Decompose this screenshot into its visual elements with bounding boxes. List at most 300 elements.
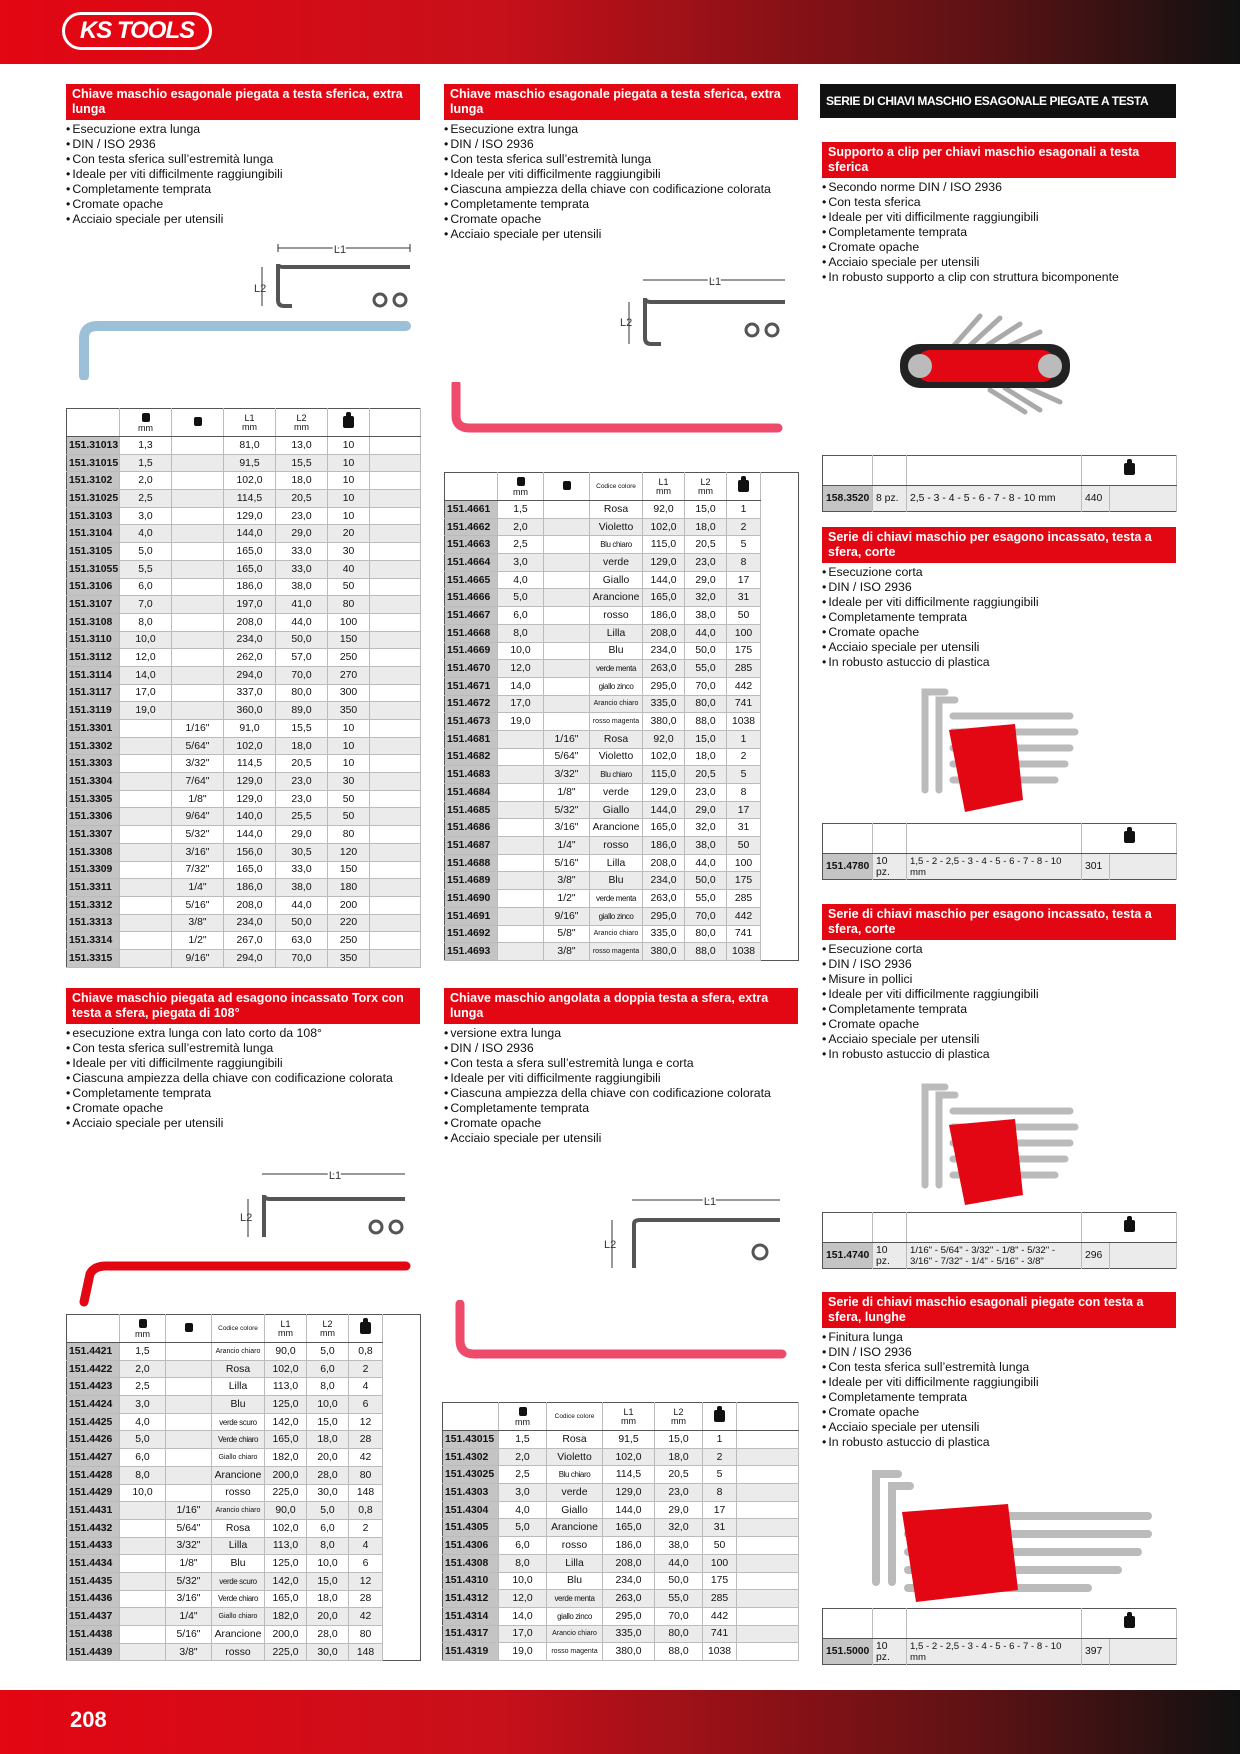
table-row	[67, 914, 421, 932]
article-code: 151.4691	[445, 907, 498, 925]
article-code: 151.43025	[443, 1466, 499, 1484]
cell: 1	[727, 501, 761, 519]
cell	[120, 914, 172, 932]
cell: 102,0	[603, 1448, 655, 1466]
series-item-clip	[822, 142, 1176, 285]
table-row	[445, 890, 799, 908]
cell: verde scuro	[212, 1572, 265, 1590]
product-table	[442, 1402, 799, 1661]
table-row	[67, 1519, 421, 1537]
cell	[498, 872, 544, 890]
spare-cell	[370, 613, 421, 631]
table-row	[67, 1608, 421, 1626]
article-code: 151.31055	[67, 560, 120, 578]
cell: Arancione	[590, 819, 643, 837]
table-row	[445, 784, 799, 802]
cell: Verde chiaro	[212, 1590, 265, 1608]
cell: 8,0	[307, 1378, 349, 1396]
cell: 38,0	[655, 1537, 703, 1555]
weight-icon	[1082, 824, 1177, 854]
cell	[166, 1449, 212, 1467]
cell: 29,0	[276, 826, 328, 844]
cell: 2,5	[120, 1378, 166, 1396]
cell	[120, 808, 172, 826]
cell: 55,0	[685, 660, 727, 678]
cell: 33,0	[276, 543, 328, 561]
spare-col	[370, 409, 421, 437]
article-code: 151.4672	[445, 695, 498, 713]
set-sizes: 1,5 - 2 - 2,5 - 3 - 4 - 5 - 6 - 7 - 8 - 10 mm	[907, 1639, 1082, 1665]
table-row	[445, 660, 799, 678]
cell: 208,0	[603, 1554, 655, 1572]
feature-item: • Completamente temprata	[822, 225, 1176, 240]
short-set-photo	[905, 680, 1085, 820]
cell: 234,0	[603, 1572, 655, 1590]
cell: 81,0	[224, 437, 276, 455]
series-item-long	[822, 1292, 1176, 1450]
cell: 18,0	[685, 518, 727, 536]
cell: 10	[328, 472, 370, 490]
cell	[120, 1608, 166, 1626]
cell: 50	[328, 578, 370, 596]
article-code: 151.3313	[67, 914, 120, 932]
color-code-header: Codice colore	[590, 473, 643, 501]
cell	[544, 554, 590, 572]
table-row	[67, 507, 421, 525]
cell: 10	[328, 454, 370, 472]
table-row	[67, 666, 421, 684]
feature-item: • DIN / ISO 2936	[444, 137, 798, 152]
page-number: 208	[70, 1707, 107, 1732]
cell: 300	[328, 684, 370, 702]
feature-item: • DIN / ISO 2936	[822, 580, 1176, 595]
article-code: 151.4685	[445, 801, 498, 819]
cell: 80,0	[685, 695, 727, 713]
cell: 208,0	[643, 854, 685, 872]
cell: 234,0	[643, 872, 685, 890]
cell: 30,0	[307, 1484, 349, 1502]
table-row	[445, 837, 799, 855]
cell: 234,0	[224, 631, 276, 649]
cell: 7/32"	[172, 861, 224, 879]
inch-set-photo	[905, 1075, 1085, 1210]
product-table	[444, 472, 799, 961]
cell: Arancione	[212, 1466, 265, 1484]
cell: 3/16"	[544, 819, 590, 837]
table-row	[443, 1484, 799, 1502]
set-weight: 440	[1082, 486, 1110, 512]
feature-item: • In robusto astuccio di plastica	[822, 1435, 1176, 1450]
cell: 70,0	[276, 949, 328, 967]
set-table	[822, 823, 1177, 880]
feature-list	[444, 122, 798, 242]
hex-key-photo	[76, 318, 416, 380]
cell: 180	[328, 879, 370, 897]
cell	[172, 525, 224, 543]
cell	[172, 437, 224, 455]
cell: 442	[727, 677, 761, 695]
cell: 5	[703, 1466, 737, 1484]
double-ball-key-photo	[452, 1300, 792, 1370]
cell	[172, 507, 224, 525]
article-code: 151.3108	[67, 613, 120, 631]
article-code: 151.3119	[67, 702, 120, 720]
cell: 2,0	[120, 1360, 166, 1378]
cell: 70,0	[276, 666, 328, 684]
article-code: 151.4688	[445, 854, 498, 872]
cell: 70,0	[655, 1607, 703, 1625]
feature-item: • Con testa sferica sull’estremità lunga	[444, 152, 798, 167]
article-code: 151.4663	[445, 536, 498, 554]
cell: 44,0	[685, 854, 727, 872]
cell	[544, 642, 590, 660]
cell: 33,0	[276, 861, 328, 879]
cell: 70,0	[685, 907, 727, 925]
cell: 165,0	[643, 589, 685, 607]
cell: rosso	[590, 607, 643, 625]
cell: 28,0	[307, 1626, 349, 1644]
cell: 5/64"	[172, 737, 224, 755]
cell: 182,0	[265, 1608, 307, 1626]
feature-item: • Ciascuna ampiezza della chiave con codificazione colorata	[444, 1086, 798, 1101]
cell: 165,0	[643, 819, 685, 837]
cell: 200,0	[265, 1466, 307, 1484]
spare-col	[737, 1403, 799, 1431]
feature-item: • Cromate opache	[822, 1017, 1176, 1032]
set-weight: 397	[1082, 1639, 1110, 1665]
cell: 80	[349, 1466, 383, 1484]
cell: 28	[349, 1590, 383, 1608]
cell: 1/8"	[166, 1555, 212, 1573]
dim-header: L1 mm	[643, 473, 685, 501]
cell: Verde chiaro	[212, 1431, 265, 1449]
table-row	[443, 1572, 799, 1590]
cell: 100	[703, 1554, 737, 1572]
feature-item: • Con testa sferica	[822, 195, 1176, 210]
cell: 2,0	[120, 472, 172, 490]
cell: 3/8"	[166, 1643, 212, 1661]
cell: 741	[703, 1625, 737, 1643]
cell: 4,0	[499, 1501, 547, 1519]
cell: rosso magenta	[547, 1643, 603, 1661]
cell: 5	[727, 766, 761, 784]
table-row	[67, 613, 421, 631]
cell: 115,0	[643, 766, 685, 784]
cell: 186,0	[643, 607, 685, 625]
cell: 20	[328, 525, 370, 543]
cell: 8,0	[120, 1466, 166, 1484]
set-code: 151.5000	[823, 1639, 873, 1665]
cell: 114,5	[603, 1466, 655, 1484]
cell: 6,0	[307, 1360, 349, 1378]
cell	[498, 854, 544, 872]
code-header	[67, 409, 120, 437]
spare-cell	[370, 879, 421, 897]
cell: 8,0	[120, 613, 172, 631]
cell: 80,0	[655, 1625, 703, 1643]
cell	[172, 666, 224, 684]
feature-item: • Ideale per viti difficilmente raggiungibili	[66, 1056, 420, 1071]
cell: 50,0	[685, 642, 727, 660]
cell: 165,0	[224, 861, 276, 879]
cell: 42	[349, 1608, 383, 1626]
table-row	[67, 1396, 421, 1414]
spare-cell	[370, 454, 421, 472]
table-row	[67, 790, 421, 808]
cell: 8,0	[307, 1537, 349, 1555]
l2-label: L2	[240, 1212, 253, 1224]
cell: Giallo	[590, 801, 643, 819]
cell	[166, 1360, 212, 1378]
cell: 23,0	[685, 784, 727, 802]
code-header	[445, 473, 498, 501]
cell: 148	[349, 1484, 383, 1502]
feature-item: • Completamente temprata	[66, 182, 420, 197]
cell	[120, 773, 172, 791]
cell	[172, 490, 224, 508]
table-row	[443, 1554, 799, 1572]
cell: 7,0	[120, 596, 172, 614]
feature-list	[66, 122, 420, 227]
cell: 63,0	[276, 932, 328, 950]
table-row	[443, 1590, 799, 1608]
set-qty: 10 pz.	[873, 1639, 907, 1665]
cell: Blu	[547, 1572, 603, 1590]
cell: 1/8"	[544, 784, 590, 802]
cell: 91,5	[224, 454, 276, 472]
cell: 55,0	[655, 1590, 703, 1608]
cell: 5,0	[120, 1431, 166, 1449]
feature-item: • Ideale per viti difficilmente raggiungibili	[66, 167, 420, 182]
cell	[172, 702, 224, 720]
cell: 2	[727, 748, 761, 766]
spare-cell	[737, 1643, 799, 1661]
table-row	[445, 854, 799, 872]
article-code: 151.4684	[445, 784, 498, 802]
cell: 10,0	[307, 1555, 349, 1573]
feature-list	[822, 942, 1176, 1062]
feature-item: • Cromate opache	[444, 1116, 798, 1131]
spare-cell	[370, 472, 421, 490]
cell: 20,0	[307, 1449, 349, 1467]
cell: 80	[328, 826, 370, 844]
cell	[120, 826, 172, 844]
cell: 2	[349, 1360, 383, 1378]
cell: rosso magenta	[590, 713, 643, 731]
table-row	[445, 943, 799, 961]
unit-mm: mm	[515, 1416, 530, 1427]
cell: 3/8"	[172, 914, 224, 932]
table-row	[67, 1343, 421, 1361]
spare-cell	[370, 790, 421, 808]
article-code: 151.31025	[67, 490, 120, 508]
set-sizes: 1/16" - 5/64" - 3/32" - 1/8" - 5/32" - 3/16" - 7/32" - 1/4" - 5/16" - 3/8"	[907, 1243, 1082, 1269]
cell: 15,0	[685, 730, 727, 748]
cell: 10	[328, 507, 370, 525]
article-code: 151.4425	[67, 1413, 120, 1431]
table-row	[67, 843, 421, 861]
cell: Violetto	[547, 1448, 603, 1466]
cell: Blu	[590, 872, 643, 890]
feature-item: • Esecuzione corta	[822, 565, 1176, 580]
series-header-block	[820, 84, 1176, 142]
section-title: Chiave maschio angolata a doppia testa a sfera, extra lunga	[444, 988, 798, 1024]
cell: 5,0	[120, 543, 172, 561]
cell: 18,0	[307, 1590, 349, 1608]
table-row	[445, 536, 799, 554]
table-row	[67, 896, 421, 914]
feature-item: • Esecuzione extra lunga	[66, 122, 420, 137]
feature-item: • In robusto supporto a clip con struttura bicomponente	[822, 270, 1176, 285]
cell: 12	[349, 1413, 383, 1431]
article-code: 151.3301	[67, 720, 120, 738]
article-code: 151.31013	[67, 437, 120, 455]
cell: 10,0	[498, 642, 544, 660]
cell: verde	[590, 784, 643, 802]
cell: 129,0	[224, 773, 276, 791]
article-code: 151.3105	[67, 543, 120, 561]
cell: 2	[703, 1448, 737, 1466]
cell: 102,0	[643, 518, 685, 536]
spare-cell	[737, 1554, 799, 1572]
cell: 23,0	[685, 554, 727, 572]
cell: 31	[727, 819, 761, 837]
cell: 42	[349, 1449, 383, 1467]
section-torx-key	[66, 988, 420, 1131]
cell: Rosa	[590, 730, 643, 748]
cell: Giallo chiaro	[212, 1449, 265, 1467]
feature-list	[822, 180, 1176, 285]
table-row	[67, 1378, 421, 1396]
feature-item: • DIN / ISO 2936	[822, 957, 1176, 972]
cell: 295,0	[643, 677, 685, 695]
cell: Giallo	[590, 571, 643, 589]
cell: 1/8"	[172, 790, 224, 808]
cell: giallo zinco	[590, 677, 643, 695]
table-row	[445, 518, 799, 536]
dim-header: L2 mm	[276, 409, 328, 437]
cell: 29,0	[276, 525, 328, 543]
code-header	[443, 1403, 499, 1431]
cell: Giallo	[547, 1501, 603, 1519]
cell: Violetto	[590, 748, 643, 766]
cell	[166, 1378, 212, 1396]
article-code: 151.3304	[67, 773, 120, 791]
article-code: 151.4431	[67, 1502, 120, 1520]
cell	[544, 660, 590, 678]
article-code: 151.4423	[67, 1378, 120, 1396]
cell	[120, 843, 172, 861]
feature-item: • In robusto astuccio di plastica	[822, 1047, 1176, 1062]
table-row	[445, 748, 799, 766]
cell: 200	[328, 896, 370, 914]
cell: 50	[727, 607, 761, 625]
cell: 10	[328, 490, 370, 508]
article-code: 151.4424	[67, 1396, 120, 1414]
cell: 102,0	[224, 472, 276, 490]
table-row	[443, 1448, 799, 1466]
cell: 175	[727, 642, 761, 660]
cell	[498, 766, 544, 784]
cell	[166, 1343, 212, 1361]
feature-item: • Ideale per viti difficilmente raggiungibili	[444, 1071, 798, 1086]
cell: Arancione	[547, 1519, 603, 1537]
cell: 1	[703, 1431, 737, 1449]
cell: 6	[349, 1396, 383, 1414]
article-code: 151.3110	[67, 631, 120, 649]
table-row	[445, 695, 799, 713]
table-row	[445, 589, 799, 607]
cell	[120, 1572, 166, 1590]
cell: 335,0	[603, 1625, 655, 1643]
cell: 6,0	[499, 1537, 547, 1555]
cell: 1/4"	[172, 879, 224, 897]
feature-list	[822, 1330, 1176, 1450]
table-row	[67, 525, 421, 543]
feature-item: • Acciaio speciale per utensili	[822, 255, 1176, 270]
cell: verde menta	[590, 660, 643, 678]
feature-item: • versione extra lunga	[444, 1026, 798, 1041]
cell: 1/16"	[544, 730, 590, 748]
cell: 19,0	[498, 713, 544, 731]
cell: 5,0	[498, 589, 544, 607]
table-row	[445, 713, 799, 731]
table-row	[67, 879, 421, 897]
feature-item: • Ideale per viti difficilmente raggiungibili	[822, 210, 1176, 225]
spare-cell	[737, 1572, 799, 1590]
dimension-drawing	[615, 268, 795, 348]
cell: 225,0	[265, 1643, 307, 1661]
cell: Lilla	[547, 1554, 603, 1572]
table-row	[67, 472, 421, 490]
article-code: 151.3309	[67, 861, 120, 879]
cell: 144,0	[643, 801, 685, 819]
l2-label: L2	[604, 1239, 617, 1251]
cell: 15,5	[276, 720, 328, 738]
table-row	[67, 702, 421, 720]
feature-item: • Misure in pollici	[822, 972, 1176, 987]
cell: 23,0	[276, 507, 328, 525]
spare-cell	[370, 773, 421, 791]
cell: 1/4"	[544, 837, 590, 855]
cell: 20,5	[685, 766, 727, 784]
table-row	[67, 861, 421, 879]
article-code: 151.4668	[445, 624, 498, 642]
feature-item: • DIN / ISO 2936	[822, 1345, 1176, 1360]
spare-cell	[737, 1501, 799, 1519]
cell: 15,0	[307, 1572, 349, 1590]
cell: 129,0	[224, 790, 276, 808]
feature-list	[444, 1026, 798, 1146]
section-hex-key-color	[444, 84, 798, 242]
article-code: 151.3106	[67, 578, 120, 596]
cell: 114,5	[224, 755, 276, 773]
article-code: 151.4435	[67, 1572, 120, 1590]
cell: verde menta	[590, 890, 643, 908]
metric-size-header	[120, 1315, 166, 1343]
spare-cell	[370, 560, 421, 578]
cell: 44,0	[276, 613, 328, 631]
article-code: 151.3311	[67, 879, 120, 897]
cell: 1,5	[120, 454, 172, 472]
cell: 5/8"	[544, 925, 590, 943]
cell: 140,0	[224, 808, 276, 826]
cell: 20,5	[276, 490, 328, 508]
cell: 31	[727, 589, 761, 607]
article-code: 151.3102	[67, 472, 120, 490]
spare-cell	[370, 949, 421, 967]
cell: 5/16"	[166, 1626, 212, 1644]
